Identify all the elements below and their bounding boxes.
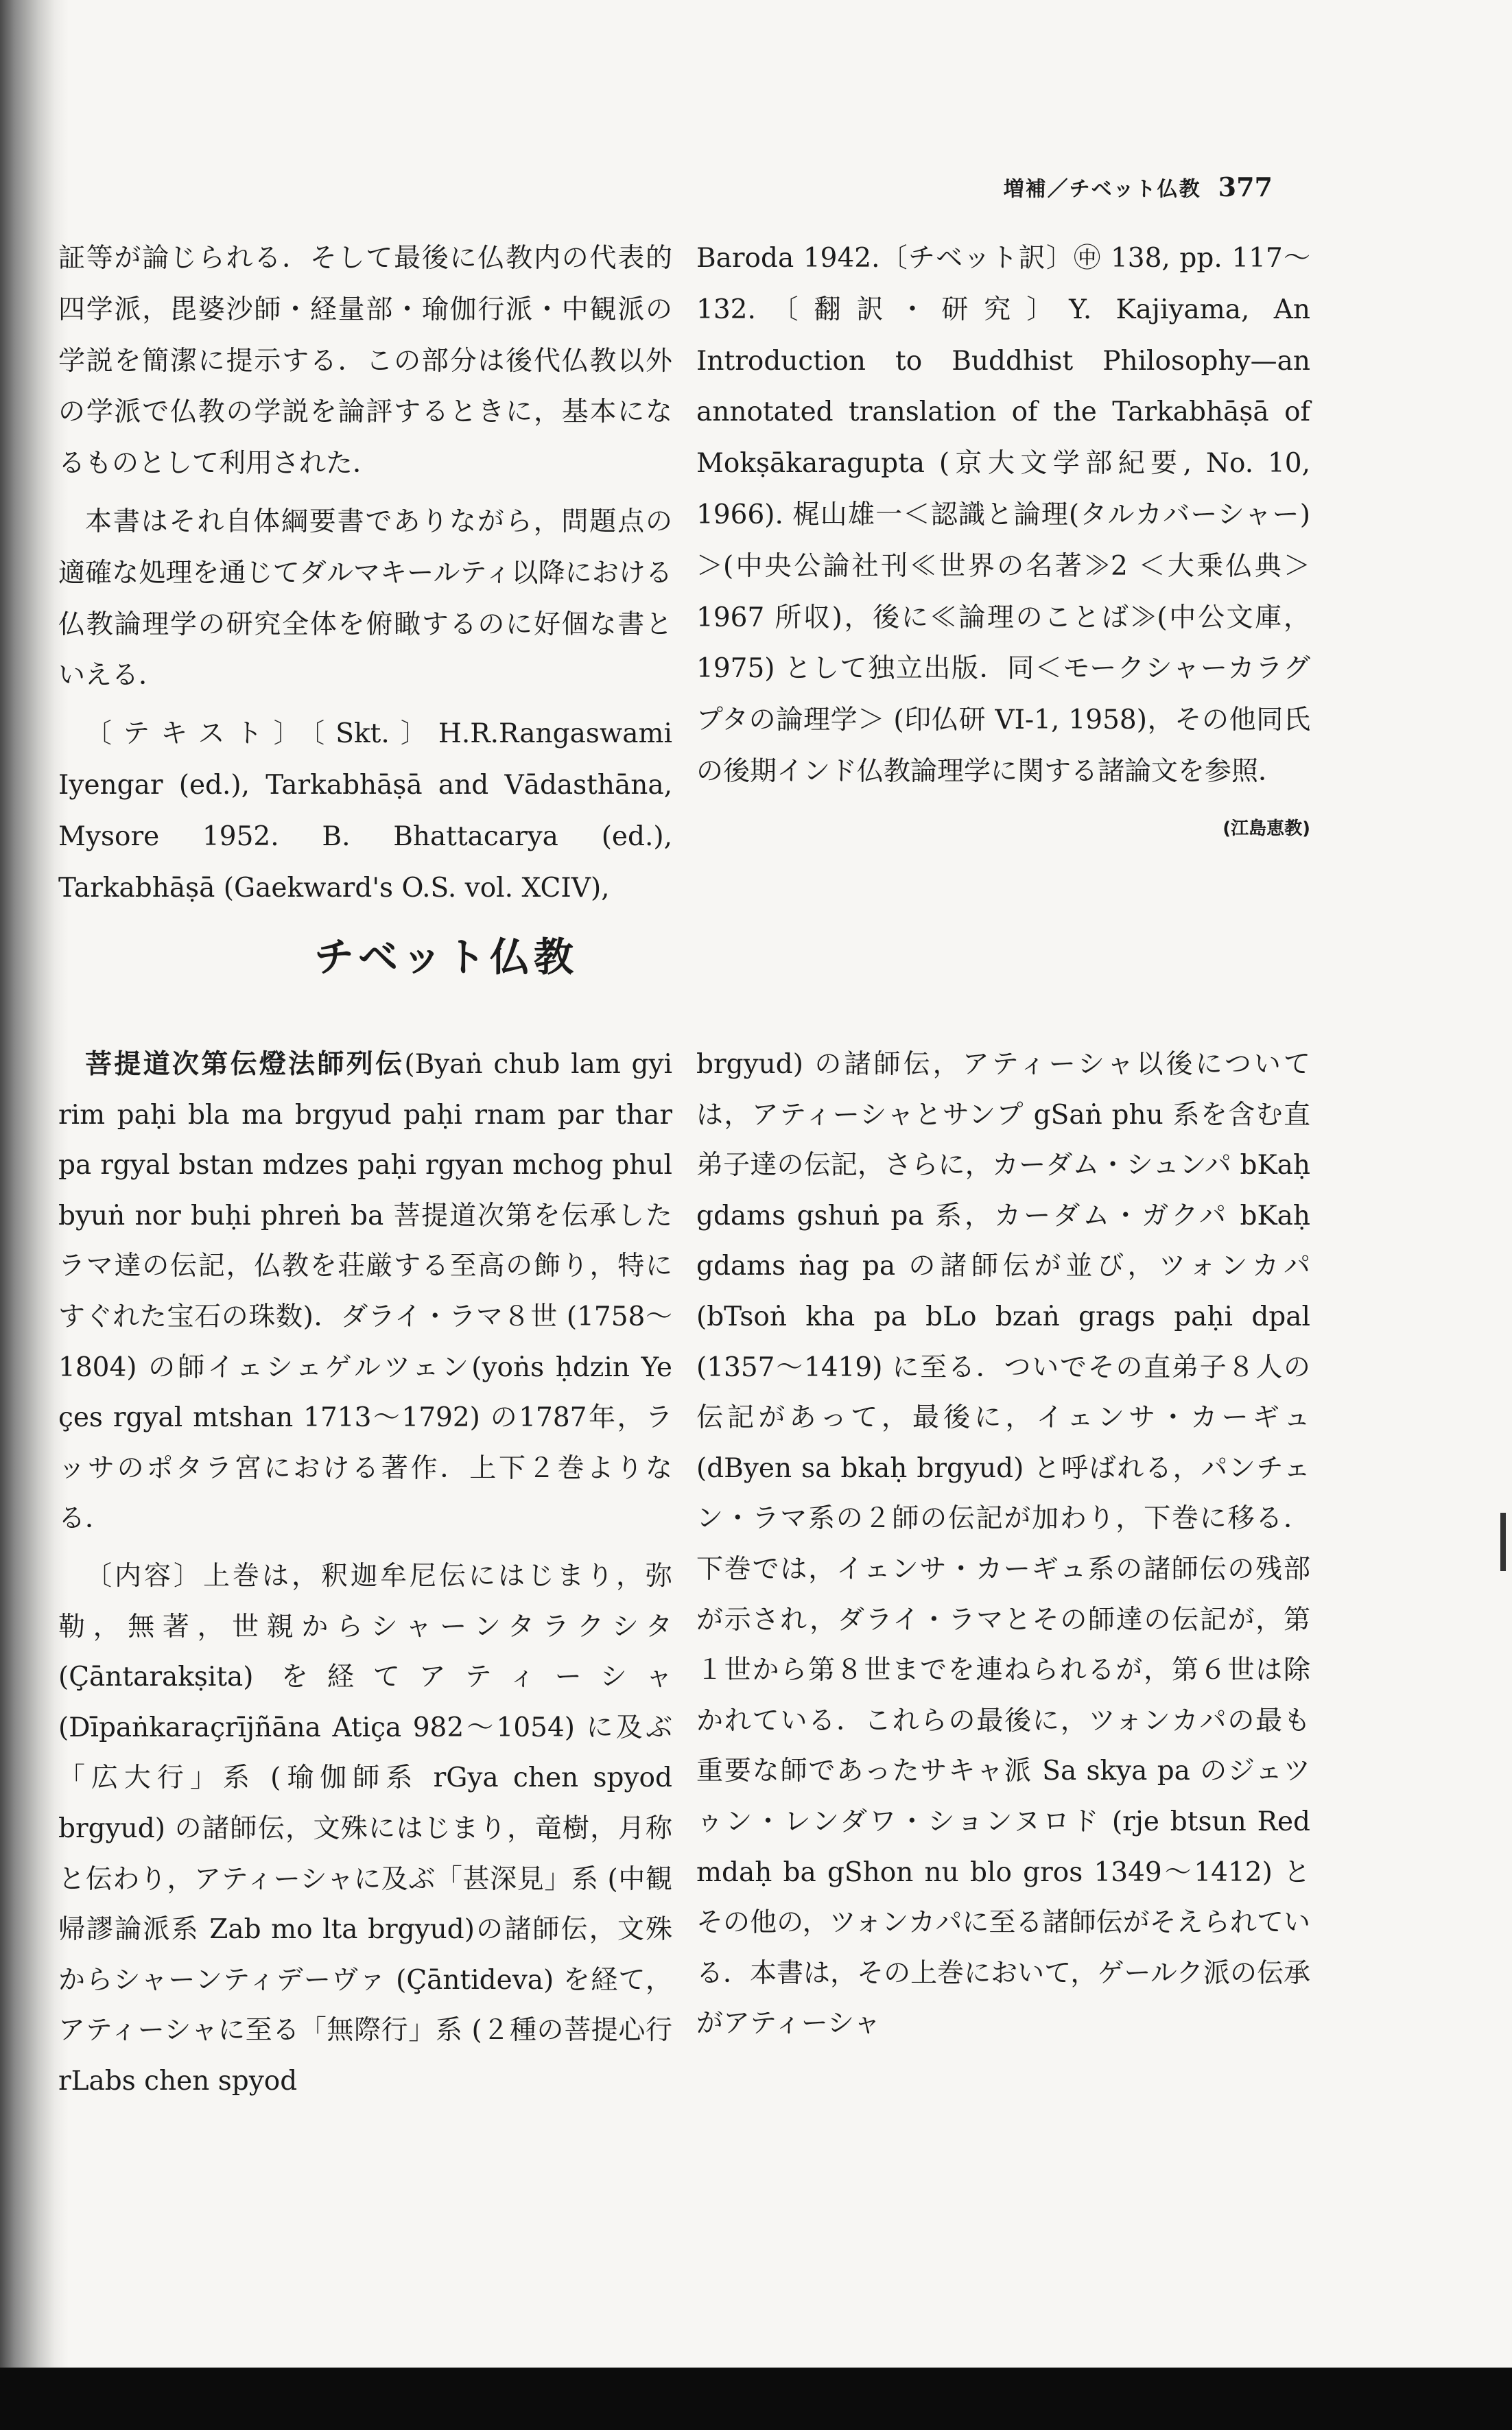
top-right-column (696, 233, 1310, 844)
paragraph: brgyud) の諸師伝，アティーシャ以後については，アティーシャとサンプ gSaṅ phu 系を含む直弟子達の伝記，さらに，カーダム・シュンパ bKaḥ gdams gshuṅ pa 系，カーダム・ガクパ bKaḥ gdams ṅag pa の諸師伝が並び，ツォンカパ (bTsoṅ kha pa bLo bzaṅ grags paḥi dpal (1357～1419) に至る．ついでその直弟子８人の伝記があって，最後に，イェンサ・カーギュ (dByen sa bkaḥ brgyud) と呼ばれる，パンチェン・ラマ系の２師の伝記が加わり，下巻に移る．下巻では，イェンサ・カーギュ系の諸師伝の残部が示され，ダライ・ラマとその師達の伝記が，第１世から第８世までを連ねられるが，第６世は除かれている．これらの最後に，ツォンカパの最も重要な師であったサキャ派 Sa skya pa のジェツゥン・レンダワ・ションヌロド (rje btsun Red mdaḥ ba gShon nu blo gros 1349～1412) とその他の，ツォンカパに至る諸師伝がそえられている．本書は，その上巻において，ゲールク派の伝承がアティーシャ (696, 1049, 1310, 2040)
page-number: 377 (1218, 172, 1273, 202)
section-title: チベット仏教 (314, 934, 578, 980)
running-title: 増補／チベット仏教 (1003, 177, 1201, 202)
entry-paragraph (58, 1039, 672, 1544)
entry-title: 菩提道次第伝燈法師列伝 (85, 1049, 405, 1080)
bottom-right-column (696, 1039, 1310, 2099)
edge-mark (1500, 1513, 1506, 1571)
running-header (960, 172, 1273, 220)
scan-bottom-border (0, 2368, 1512, 2430)
entry-text: (Byaṅ chub lam gyi rim paḥi bla ma brgyud paḥi rnam par thar pa rgyal bstan mdzes paḥi rgyan mchog phul byuṅ nor buḥi phreṅ ba 菩提道次第を伝承したラマ達の伝記，仏教を荘厳する至高の飾り，特にすぐれた宝石の珠数)．ダライ・ラマ８世 (1758～1804) の師イェシェゲルツェン(yoṅs ḥdzin Ye çes rgyal mtshan 1713～1792) の1787年，ラッサのポタラ宮における著作．上下２巻よりなる． (58, 1049, 672, 1535)
top-left-column (58, 233, 672, 904)
author-signature: (江島恵教) (1222, 818, 1310, 839)
bottom-left-column (58, 1039, 672, 2099)
paragraph: 本書はそれ自体綱要書でありながら，問題点の適確な処理を通じてダルマキールティ以降における仏教論理学の研究全体を俯瞰するのに好個な書といえる． (58, 506, 672, 692)
paragraph: 〔テキスト〕〔Skt.〕H.R.Rangaswami Iyengar (ed.), Tarkabhāṣā and Vādasthāna, Mysore 1952. B. Bhattacarya (ed.), Tarkabhāṣā (Gaekward's O.S. vol. XCIV), (58, 718, 672, 904)
paragraph: Baroda 1942.〔チベット訳〕㊥ 138, pp. 117～132.〔翻訳・研究〕Y. Kajiyama, An Introduction to Buddhist Philosophy—an annotated translation of the Tarkabhāṣā of Mokṣākaragupta (京大文学部紀要, No. 10, 1966). 梶山雄一＜認識と論理(タルカバーシャー)＞(中央公論社刊≪世界の名著≫2 ＜大乗仏典＞ 1967 所収)，後に≪論理のことば≫(中公文庫，1975) として独立出版．同＜モークシャーカラグプタの論理学＞ (印仏研 VI-1, 1958)，その他同氏の後期インド仏教論理学に関する諸論文を参照． (696, 243, 1310, 787)
paragraph: 証等が論じられる．そして最後に仏教内の代表的四学派，毘婆沙師・経量部・瑜伽行派・中観派の学説を簡潔に提示する．この部分は後代仏教以外の学派で仏教の学説を論評するときに，基本になるものとして利用された． (58, 243, 672, 480)
paragraph: 〔内容〕上巻は，釈迦牟尼伝にはじまり，弥勒，無著，世親からシャーンタラクシタ (Çāntarakṣita) を経てアティーシャ (Dīpaṅkaraçrījñāna Atiça 982～1054) に及ぶ「広大行」系 (瑜伽師系 rGya chen spyod brgyud) の諸師伝，文殊にはじまり，竜樹，月称と伝わり，アティーシャに及ぶ「甚深見」系 (中観帰謬論派系 Zab mo lta brgyud)の諸師伝，文殊からシャーンティデーヴァ (Çāntideva) を経て，アティーシャに至る「無際行」系 (２種の菩提心行 rLabs chen spyod (58, 1560, 672, 2097)
